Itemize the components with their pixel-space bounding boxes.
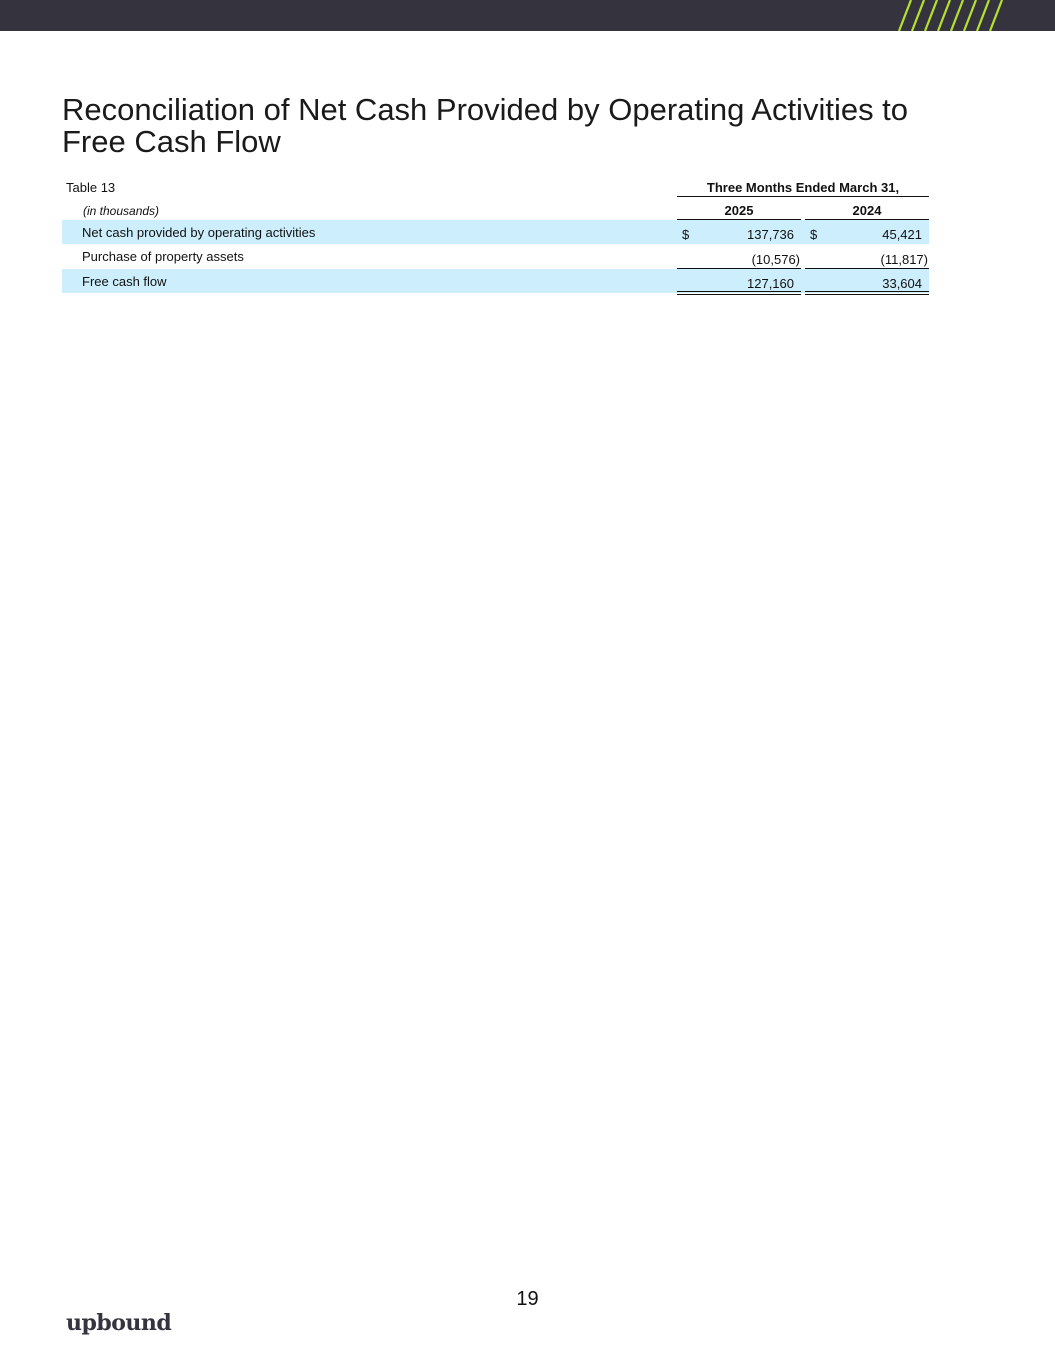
value-free-cash-flow-2024: 33,604 — [882, 276, 922, 291]
value-property-purchases-2025: (10,576) — [751, 252, 800, 267]
currency-symbol: $ — [682, 227, 690, 242]
total-double-rule-2024 — [805, 294, 929, 295]
top-banner — [0, 0, 1055, 31]
period-header-rule — [677, 196, 929, 197]
value-operating-cash-2024: 45,421 — [882, 227, 922, 242]
page-number: 19 — [516, 1288, 539, 1310]
value-operating-cash-2025: 137,736 — [747, 227, 794, 242]
value-property-purchases-2024: (11,817) — [880, 252, 928, 267]
units-label: (in thousands) — [83, 204, 160, 218]
company-logo: upbound — [66, 1310, 172, 1336]
currency-symbol: $ — [810, 227, 818, 242]
value-free-cash-flow-2025: 127,160 — [747, 276, 794, 291]
column-header-2024: 2024 — [852, 203, 882, 218]
total-double-rule-2025 — [677, 294, 801, 295]
page-title: Reconciliation of Net Cash Provided by Operating Activities to Free Cash Flow — [62, 92, 909, 159]
row-highlight — [62, 269, 929, 293]
row-label-free-cash-flow: Free cash flow — [82, 274, 167, 289]
total-double-rule-2024 — [805, 291, 929, 292]
decorative-stripes-icon — [897, 0, 1007, 31]
period-header: Three Months Ended March 31, — [706, 180, 900, 195]
column-header-2025: 2025 — [724, 203, 754, 218]
row-label-property-purchases: Purchase of property assets — [82, 249, 244, 264]
total-double-rule-2025 — [677, 291, 801, 292]
table-label: Table 13 — [66, 180, 116, 195]
row-label-operating-cash: Net cash provided by operating activities — [82, 225, 316, 240]
